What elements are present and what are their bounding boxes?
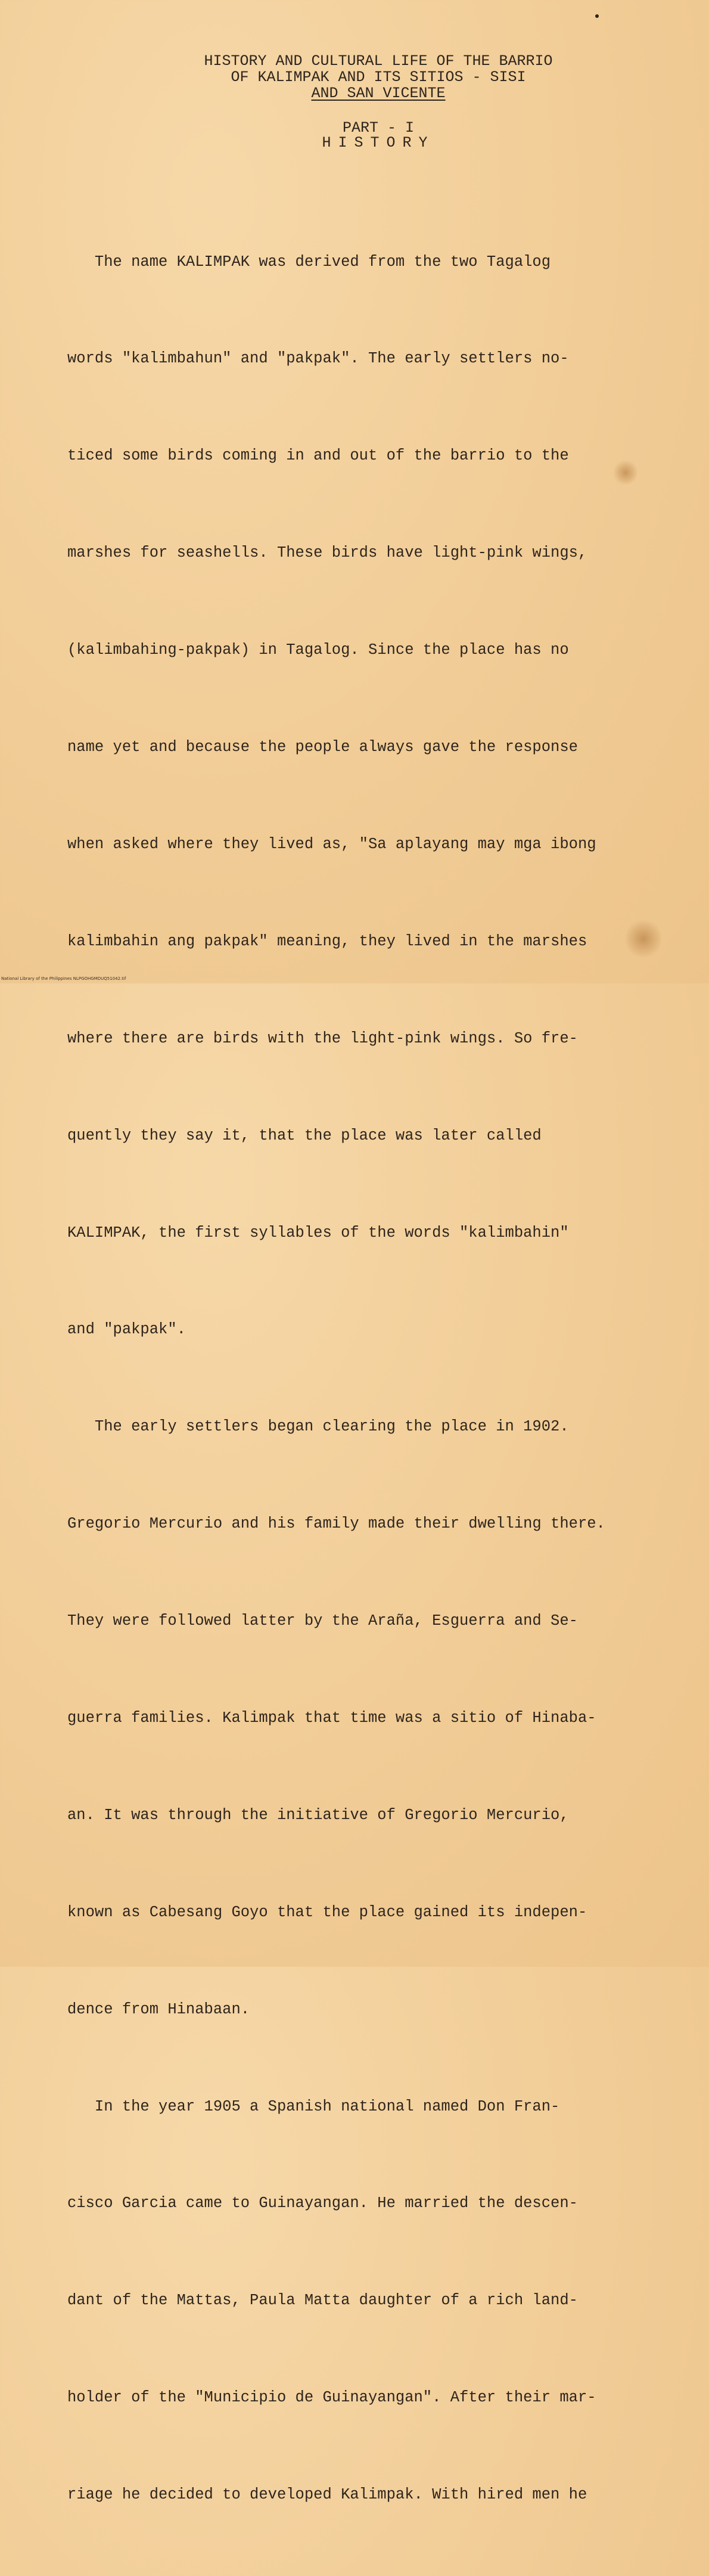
part-label: PART - I — [342, 119, 415, 136]
text-line: KALIMPAK, the first syllables of the words "kalimbahin" — [67, 1224, 569, 1242]
text-line: name yet and because the people always gave the response — [67, 738, 578, 756]
body-text — [67, 181, 639, 2576]
text-line: dence from Hinabaan. — [67, 2000, 250, 2018]
text-line: known as Cabesang Goyo that the place gained its indepen- — [67, 1903, 587, 1921]
text-line: The name KALIMPAK was derived from the two Tagalog — [67, 253, 551, 271]
text-line: when asked where they lived as, "Sa aplayang may mga ibong — [67, 835, 596, 853]
text-line: holder of the "Municipio de Guinayangan". After their mar- — [67, 2389, 596, 2407]
title-line-1: HISTORY AND CULTURAL LIFE OF THE BARRIO — [204, 52, 553, 70]
text-line: words "kalimbahun" and "pakpak". The early settlers no- — [67, 350, 569, 368]
text-line: guerra families. Kalimpak that time was a sitio of Hinaba- — [67, 1709, 596, 1727]
text-line: ticed some birds coming in and out of the barrio to the — [67, 447, 569, 465]
scan-footer: National Library of the Philippines NLPGOHGMDUQ51042.tif — [1, 976, 126, 981]
text-line: The early settlers began clearing the place in 1902. — [67, 1418, 569, 1436]
text-line: quently they say it, that the place was later called — [67, 1126, 542, 1144]
text-line: and "pakpak". — [67, 1321, 186, 1339]
text-line: In the year 1905 a Spanish national named Don Fran- — [67, 2097, 560, 2115]
text-line: They were followed latter by the Araña, Esguerra and Se- — [67, 1612, 578, 1630]
text-line: kalimbahin ang pakpak" meaning, they lived in the marshes — [67, 932, 587, 950]
ink-dot — [595, 14, 599, 18]
text-line: Gregorio Mercurio and his family made their dwelling there. — [67, 1515, 605, 1533]
title-line-2: OF KALIMPAK AND ITS SITIOS - SISI — [231, 69, 526, 86]
section-title: HISTORY — [322, 134, 435, 151]
text-line: riage he decided to developed Kalimpak. With hired men he — [67, 2486, 587, 2504]
title-line-3: AND SAN VICENTE — [311, 85, 446, 102]
paper-stain — [614, 459, 638, 486]
text-line: dant of the Mattas, Paula Matta daughter of a rich land- — [67, 2292, 578, 2310]
text-line: an. It was through the initiative of Gregorio Mercurio, — [67, 1806, 569, 1824]
paper-stain — [626, 918, 661, 960]
text-line: cisco Garcia came to Guinayangan. He married the descen- — [67, 2195, 578, 2212]
text-line: (kalimbahing-pakpak) in Tagalog. Since the place has no — [67, 641, 569, 659]
text-line: marshes for seashells. These birds have light-pink wings, — [67, 544, 587, 562]
text-line: where there are birds with the light-pink wings. So fre- — [67, 1029, 578, 1047]
